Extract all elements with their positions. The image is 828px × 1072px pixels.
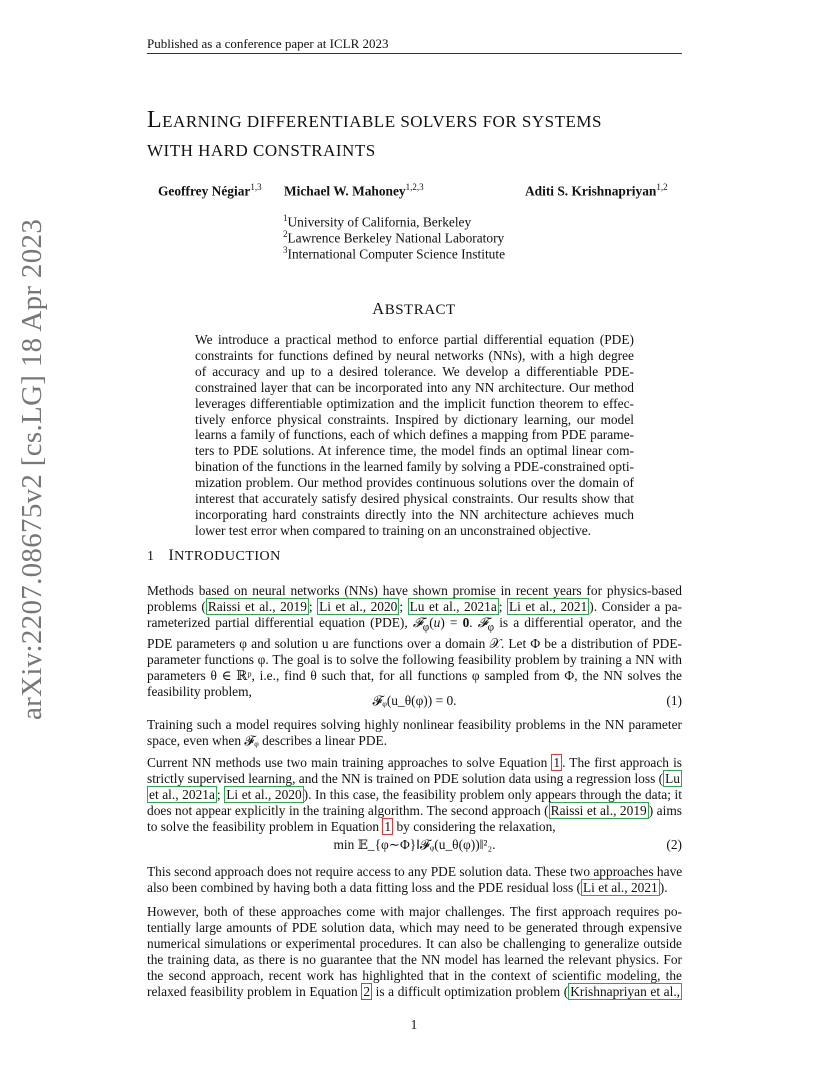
affiliation-2: $^2$Lawrence Berkeley National Laboratory bbox=[283, 229, 505, 246]
citation-link[interactable]: Li et al., 2021 bbox=[583, 879, 658, 895]
title-initial: L bbox=[147, 107, 163, 133]
arxiv-stamp: arXiv:2207.08675v2 [cs.LG] 18 Apr 2023 bbox=[16, 218, 48, 720]
intro-paragraph-3: Current NN methods use two main training approaches to solve Equation 1 . The first approach is strictly supervised learning, and the NN is trained on PDE solution data using a regression loss ( Lu et al., 2021a ; Li et al., 2020 ). In this case, the feasibility problem only appears through the data; it does not appear explicitly in the training algorithm. The second approach ( Raissi et al., 2019 ) aims to solve the feasibility problem in Equation 1 by considering the relaxation, bbox=[147, 755, 683, 834]
title-rest: EARNING DIFFERENTIABLE SOLVERS FOR SYSTEMS bbox=[162, 112, 602, 131]
section-heading: 1 INTRODUCTION bbox=[147, 547, 281, 564]
abstract-body: We introduce a practical method to enforce partial differential equation (PDE) constraints for functions defined by neural networks (NNs), with a high degree of accuracy and up to a desired tolerance. We develop a differentiable PDE- constrained layer that can be incorporated into any NN architecture. Our method leverages differentiable optimization and the implicit function theorem to effec- tively enforce physical constraints. Inspired by dictionary learning, our model learns a family of functions, each of which defines a mapping from PDE parame- ters to PDE solutions. At inference time, the model finds an optimal linear com- bination of the functions in the learned family by solving a PDE-constrained opti- mization problem. Our method provides continuous solutions over the domain of interest that accurately satisfy desired physical constraints. Our results show that incorporating hard constraints directly into the NN architecture achieves much lower test error when compared to training on an unconstrained objective. bbox=[195, 332, 634, 538]
citation-link[interactable]: Li et al., 2020 bbox=[226, 786, 302, 802]
intro-paragraph-2: Training such a model requires solving highly nonlinear feasibility problems in the NN parameter space, even when 𝓕ᵩ describes a linear PDE. bbox=[147, 717, 682, 748]
author-2: Michael W. Mahoney$^{1,2,3}$ bbox=[284, 182, 424, 199]
intro-paragraph-4: This second approach does not require access to any PDE solution data. These two approaches have also been combined by having both a data fitting loss and the PDE residual loss ( Li et al., 2021 ). bbox=[147, 864, 683, 895]
citation-link[interactable]: Raissi et al., 2019 bbox=[207, 598, 307, 614]
citation-link[interactable]: Li et al., 2020 bbox=[319, 598, 398, 614]
abstract-heading: ABSTRACT bbox=[372, 299, 456, 318]
equation-ref-link[interactable]: 1 bbox=[553, 755, 561, 770]
author-3: Aditi S. Krishnapriyan$^{1,2}$ bbox=[525, 182, 668, 199]
page-number: 1 bbox=[410, 1017, 418, 1032]
citation-link[interactable]: Krishnapriyan et al., bbox=[570, 983, 681, 999]
affiliation-1: $^1$University of California, Berkeley bbox=[283, 213, 472, 230]
intro-paragraph-1: Methods based on neural networks (NNs) have shown promise in recent years for physics-based problems ( Raissi et al., 2019 ; Li et al., 2020 ; Lu et al., 2021a ; Li et al., 2021 ). Consider a pa- rameterized partial differential equation (PDE), 𝓕$_\varphi$(u) = 0. 𝓕$_\varphi$ is a differential operator, and the PDE parameters φ and solution u are functions over a domain 𝒳. Let Φ be a distribution of PDE- parameter functions φ. The goal is to solve the following feasibility problem by training a NN with parameters θ ∈ ℝᵖ, i.e., find θ such that, for all functions φ sampled from Φ, the NN solves the feasibility problem, bbox=[147, 583, 682, 700]
citation-link[interactable]: Li et al., 2021 bbox=[509, 598, 588, 614]
title-line-2: WITH HARD CONSTRAINTS bbox=[147, 141, 376, 160]
header-rule bbox=[147, 53, 682, 54]
author-1: Geoffrey Négiar$^{1,3}$ bbox=[158, 182, 262, 199]
running-header: Published as a conference paper at ICLR 2023 bbox=[147, 36, 389, 51]
intro-paragraph-5: However, both of these approaches come with major challenges. The first approach requires po- tentially large amounts of PDE solution data, which may need to be generated through expensive numerical simulations or experimental procedures. It can also be challenging to generalize outside the training data, as there is no guarantee that the NN model has learned the relevant physics. For the second approach, recent work has highlighted that in the context of scientific modeling, the relaxed feasibility problem in Equation 2 is a difficult optimization problem ( Krishnapriyan et al., bbox=[147, 904, 682, 999]
citation-link[interactable]: Lu et al., 2021a bbox=[409, 598, 497, 614]
citation-link[interactable]: Raissi et al., 2019 bbox=[550, 802, 647, 818]
paper-title bbox=[147, 106, 602, 165]
equation-ref-link[interactable]: 2 bbox=[363, 983, 371, 999]
citation-link[interactable]: Lu bbox=[665, 770, 680, 786]
affiliation-3: $^3$International Computer Science Institute bbox=[283, 245, 506, 262]
citation-link[interactable]: et al., 2021a bbox=[149, 786, 215, 802]
title-line-1 bbox=[147, 106, 602, 136]
equation-ref-link[interactable]: 1 bbox=[384, 818, 392, 834]
